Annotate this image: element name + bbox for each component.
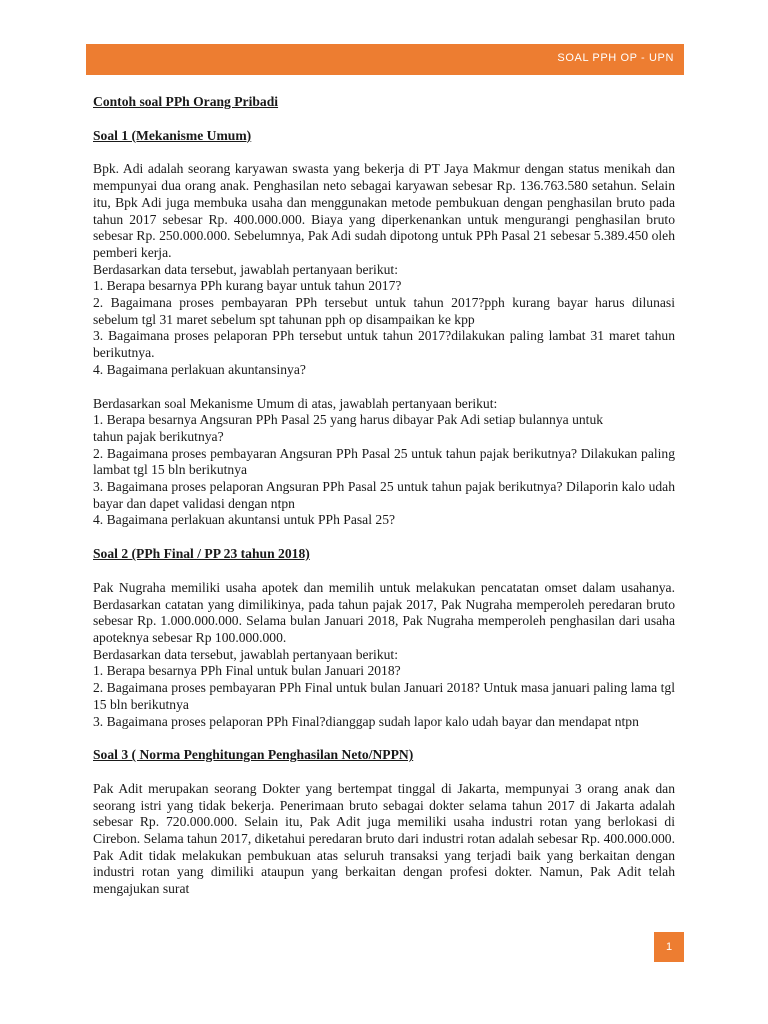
soal1-question2: 4. Bagaimana perlakuan akuntansi untuk PPh Pasal 25? [93, 512, 396, 528]
soal1-question: 4. Bagaimana perlakuan akuntansinya? [93, 361, 306, 377]
soal1-question: 3. Bagaimana proses pelaporan PPh tersebut untuk tahun 2017?dilakukan paling lambat 31 maret tahun berikutnya. [93, 328, 675, 361]
soal1-paragraph: Bpk. Adi adalah seorang karyawan swasta yang bekerja di PT Jaya Makmur dengan status menikah dan mempunyai dua orang anak. Penghasilan neto sebagai karyawan sebesar Rp. 136.763.580 setahun. Selain itu, Bpk Adi juga membuka usaha dan menggunakan metode pembukuan dengan penghasilan bruto pada tahun 2017 sebesar Rp. 400.000.000. Biaya yang diperkenankan untuk mengurangi penghasilan bruto sebesar Rp. 250.000.000. Sebelumnya, Pak Adi sudah dipotong untuk PPh Pasal 21 sebesar 5.389.450 oleh pemberi kerja. [93, 161, 675, 260]
header-title: SOAL PPH OP - UPN [557, 52, 674, 64]
soal2-question: 1. Berapa besarnya PPh Final untuk bulan Januari 2018? [93, 663, 401, 679]
soal1-intro: Berdasarkan data tersebut, jawablah pertanyaan berikut: [93, 261, 398, 277]
document-body [93, 94, 675, 898]
soal1-question: 1. Berapa besarnya PPh kurang bayar untuk tahun 2017? [93, 278, 402, 294]
header-bar [86, 44, 684, 75]
soal2-heading: Soal 2 (PPh Final / PP 23 tahun 2018) [93, 546, 310, 562]
soal3-heading: Soal 3 ( Norma Penghitungan Penghasilan Neto/NPPN) [93, 747, 414, 763]
soal1-heading: Soal 1 (Mekanisme Umum) [93, 127, 252, 143]
soal2-question: 3. Bagaimana proses pelaporan PPh Final?dianggap sudah lapor kalo udah bayar dan mendapat ntpn [93, 713, 639, 729]
soal1-question2: 1. Berapa besarnya Angsuran PPh Pasal 25 yang harus dibayar Pak Adi setiap bulannya untuk tahun pajak berikutnya? [93, 412, 604, 444]
document-title: Contoh soal PPh Orang Pribadi [93, 94, 279, 109]
soal3-paragraph: Pak Adit merupakan seorang Dokter yang bertempat tinggal di Jakarta, mempunyai 3 orang anak dan seorang istri yang tidak bekerja. Penerimaan bruto sebagai dokter selama tahun 2017 di Jakarta adalah sebesar Rp. 720.000.000. Selain itu, Pak Adit juga memiliki usaha industri rotan yang berlokasi di Cirebon. Selama tahun 2017, diketahui peredaran bruto dari industri rotan adalah sebesar Rp. 400.000.000. Pak Adit tidak melakukan pembukuan atas seluruh transaksi yang terjadi baik yang berkaitan dengan industri rotan yang dimiliki ataupun yang berkaitan dengan profesi dokter. Namun, Pak Adit telah mengajukan surat [93, 780, 675, 897]
soal2-question: 2. Bagaimana proses pembayaran PPh Final untuk bulan Januari 2018? Untuk masa januari paling lama tgl 15 bln berikutnya [93, 680, 675, 712]
soal1-question2: 3. Bagaimana proses pelaporan Angsuran PPh Pasal 25 untuk tahun pajak berikutnya? Dilaporin kalo udah bayar dan dapet validasi dengan ntpn [93, 479, 675, 511]
soal1-intro2: Berdasarkan soal Mekanisme Umum di atas, jawablah pertanyaan berikut: [93, 395, 498, 411]
soal2-paragraph: Pak Nugraha memiliki usaha apotek dan memilih untuk melakukan pencatatan omset dalam usahanya. Berdasarkan catatan yang dimilikinya, pada tahun pajak 2017, Pak Nugraha memperoleh peredaran bruto sebesar Rp. 1.000.000.000. Selama bulan Januari 2018, Pak Nugraha memperoleh penghasilan dari usaha apoteknya sebesar Rp 100.000.000. [93, 579, 675, 645]
soal2-intro: Berdasarkan data tersebut, jawablah pertanyaan berikut: [93, 646, 398, 662]
soal1-question: 2. Bagaimana proses pembayaran PPh tersebut untuk tahun 2017?pph kurang bayar harus dilunasi sebelum tgl 31 maret sebelum spt tahunan pph op disampaikan ke kpp [93, 295, 675, 327]
soal1-question2: 2. Bagaimana proses pembayaran Angsuran PPh Pasal 25 untuk tahun pajak berikutnya? Dilakukan paling lambat tgl 15 bln berikutnya [93, 445, 675, 478]
page-number: 1 [654, 932, 684, 962]
